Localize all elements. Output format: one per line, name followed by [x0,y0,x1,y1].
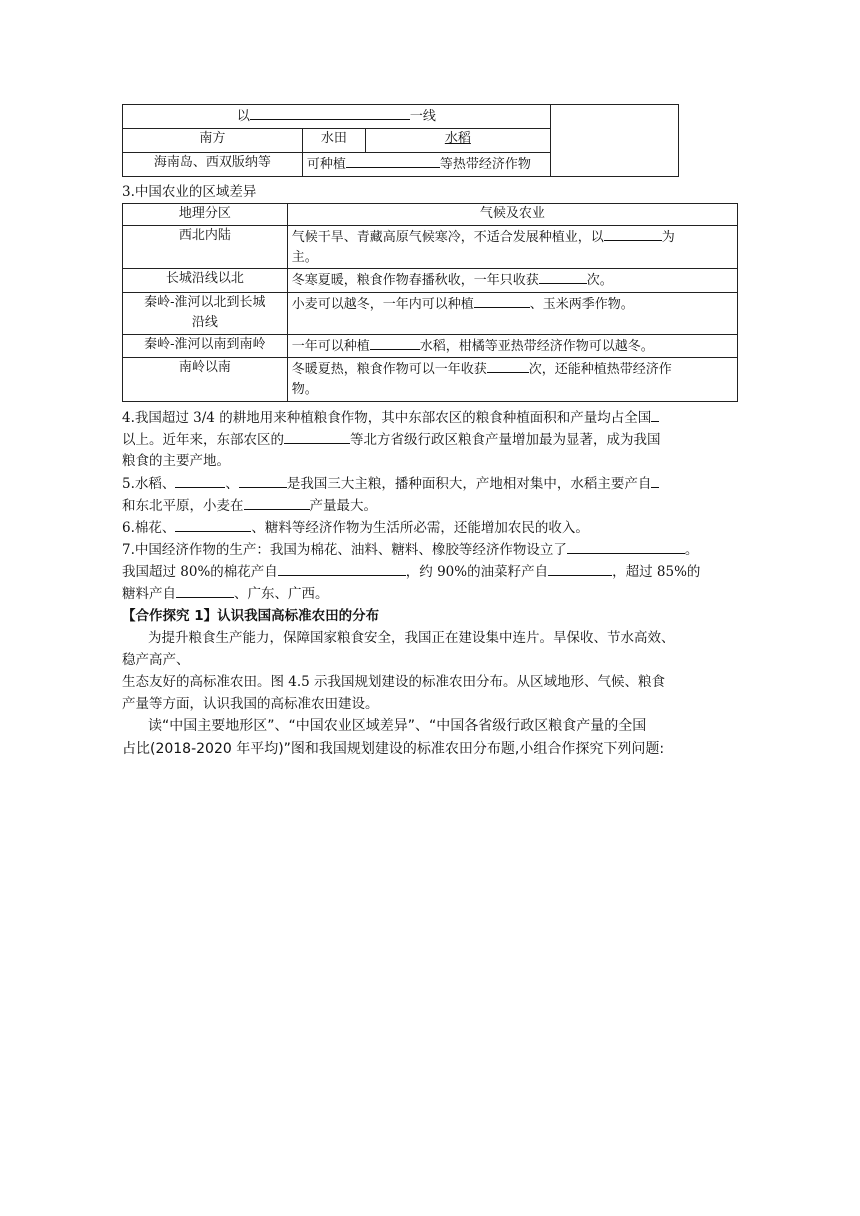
table-cell: 小麦可以越冬，一年内可以种植 、玉米两季作物。 [287,293,737,335]
blank-line[interactable] [548,561,612,576]
table-cell: 冬暖夏热，粮食作物可以一年收获 次，还能种植热带经济作 物。 [287,358,737,402]
blank-line[interactable] [244,495,310,510]
blank-line[interactable] [175,517,251,532]
explore-paragraph: 生态友好的高标准农田。图 4.5 示我国规划建设的标准农田分布。从区域地形、气候、粮食 [122,674,666,690]
question-5-line-2: 和东北平原，小麦在 产量最大。 [122,495,377,516]
blank-line[interactable] [278,561,406,576]
table-cell: 气候干旱、青藏高原气候寒冷，不适合发展种植业，以 为 主。 [287,226,737,269]
table-cell: 水稻 [365,129,550,153]
question-6: 6.棉花、 、糖料等经济作物为生活所必需，还能增加农民的收入。 [122,517,589,538]
table-row: 以 一线 [123,105,551,129]
table-cell: 南方 [123,129,303,153]
table-cell: 秦岭-淮河以北到长城 沿线 [123,293,288,335]
blank-line[interactable] [651,473,659,488]
explore-title: 【合作探究 1】认识我国高标准农田的分布 [122,608,380,624]
table-cell: 南岭以南 [123,358,288,402]
question-4-line-2: 以上。近年来，东部农区的 等北方省级行政区粮食产量增加最为显著，成为我国 [122,429,661,450]
blank-line[interactable] [175,473,225,488]
question-7-line-1: 7.中国经济作物的生产：我国为棉花、油料、糖料、橡胶等经济作物设立了 。 [122,539,698,560]
blank-line[interactable] [284,429,350,444]
section-title: 3.中国农业的区域差异 [122,184,257,200]
table-header: 地理分区 [123,204,288,226]
regional-difference-table [122,203,738,402]
question-5-line-1: 5.水稻、 、 是我国三大主粮，播种面积大，产地相对集中，水稻主要产自 [122,473,659,494]
explore-paragraph: 稳产高产、 [122,652,190,668]
blank-line[interactable] [651,407,659,422]
table-cell: 海南岛、西双版纳等 [123,153,303,177]
agriculture-table-top [122,104,679,177]
empty-cell [550,105,678,177]
table-cell: 秦岭-淮河以南到南岭 [123,335,288,358]
blank-line[interactable] [370,335,420,350]
blank-line[interactable] [239,473,287,488]
explore-instruction: 占比(2018-2020 年平均)”图和我国规划建设的标准农田分布题,小组合作探究下列问题: [122,741,665,757]
question-7-line-2: 我国超过 80%的棉花产自 ，约 90%的油菜籽产自 ，超过 85%的 [122,561,700,582]
table-cell: 水田 [302,129,365,153]
table-cell: 长城沿线以北 [123,269,288,293]
blank-line[interactable] [567,539,685,554]
explore-paragraph: 为提升粮食生产能力，保障国家粮食安全，我国正在建设集中连片。旱保收、节水高效、 [148,630,675,646]
blank-line[interactable] [346,153,440,168]
blank-line[interactable] [250,105,410,120]
blank-line[interactable] [539,269,587,284]
table-cell: 可种植 等热带经济作物 [302,153,550,177]
blank-line[interactable] [487,358,529,373]
explore-instruction: 读“中国主要地形区”、“中国农业区域差异”、“中国各省级行政区粮食产量的全国 [148,718,647,734]
blank-line[interactable] [176,583,234,598]
table-cell: 西北内陆 [123,226,288,269]
table-cell: 一年可以种植 水稻，柑橘等亚热带经济作物可以越冬。 [287,335,737,358]
blank-line[interactable] [604,226,662,241]
explore-paragraph: 产量等方面，认识我国的高标准农田建设。 [122,696,379,712]
table-header: 气候及农业 [287,204,737,226]
table-cell: 冬寒夏暖，粮食作物春播秋收，一年只收获 次。 [287,269,737,293]
question-4-line-3: 粮食的主要产地。 [122,453,230,469]
blank-line[interactable] [474,293,530,308]
question-4-line-1: 4.我国超过 3/4 的耕地用来种植粮食作物，其中东部农区的粮食种植面积和产量均占全国 [122,407,659,428]
question-7-line-3: 糖料产自 、广东、广西。 [122,583,329,604]
